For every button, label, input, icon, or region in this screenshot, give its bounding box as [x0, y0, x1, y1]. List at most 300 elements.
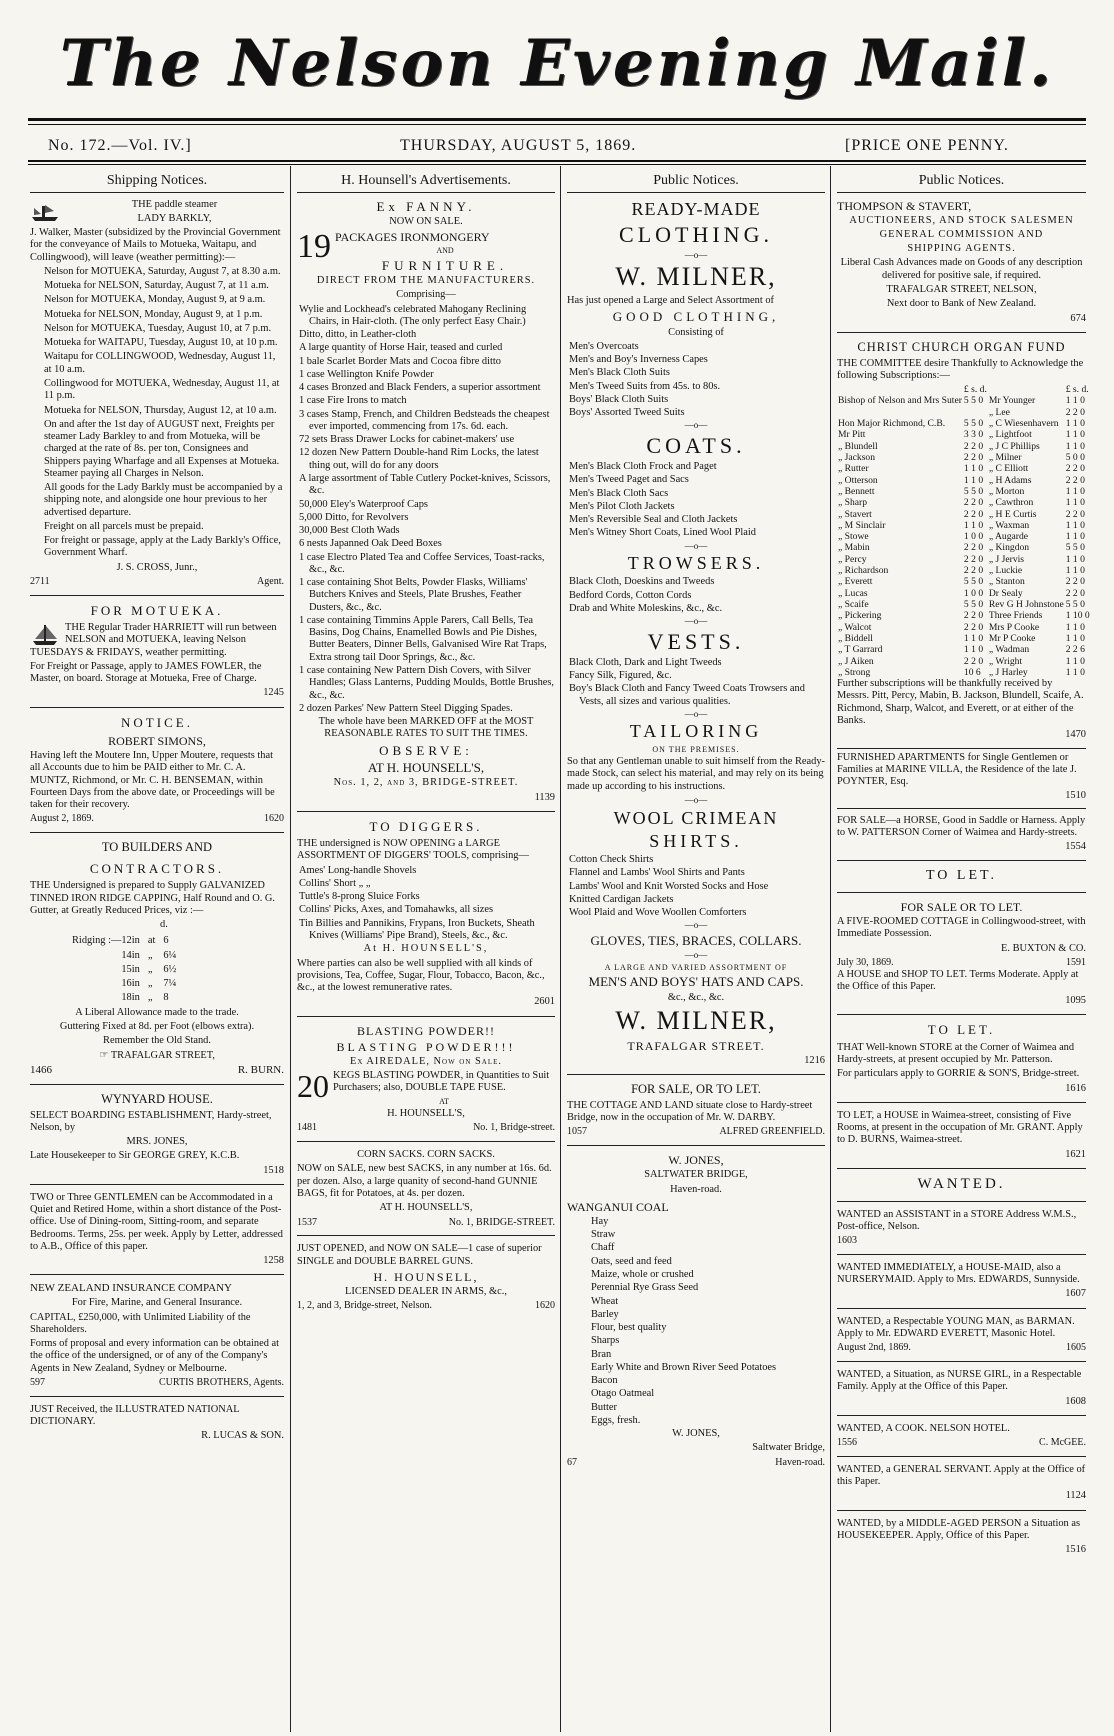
subscription-row	[837, 463, 1091, 474]
subscriber-name	[837, 407, 963, 418]
subscriber-name: Mr Pitt	[838, 429, 866, 441]
vests-list	[567, 657, 825, 708]
list-item: Straw	[591, 1229, 616, 1241]
blasting-body: KEGS BLASTING POWDER, in Quantities to Suit Purchasers; also, DOUBLE TAPE FUSE.	[333, 1070, 550, 1094]
divider	[567, 1074, 825, 1075]
gentlemen-ad	[30, 1192, 284, 1268]
subscriber-name: „ C Elliott	[988, 463, 1029, 475]
subscription-row	[837, 588, 1091, 599]
list-item: A large assortment of Table Cutlery Pocket-knives, Scissors, &c.	[299, 473, 551, 497]
issue-rule-thin	[28, 164, 1086, 165]
organ-heading: CHRIST CHURCH ORGAN FUND	[857, 339, 1066, 354]
ad-ref: 1258	[263, 1255, 284, 1267]
divider	[837, 860, 1086, 861]
notice-body: Having left the Moutere Inn, Upper Moutere, requests that all Accounts due to him be PAID either to Mr. C. A. MUNTZ, Richmond, or Mr. C. H. BENSEMAN, within Fourteen Days from the above date, or Proceedings will be taken for their recovery.	[30, 750, 275, 811]
issue-rule	[28, 160, 1086, 162]
tolet-body: A FIVE-ROOMED COTTAGE in Collingwood-street, with Immediate Possession.	[837, 916, 1086, 940]
subscription-amount: 1 1 0	[1065, 655, 1085, 667]
subscription-amount: 10 6	[963, 666, 981, 678]
on-premises: ON THE PREMISES.	[652, 744, 740, 754]
wynyard-late: Late Housekeeper to Sir GEORGE GREY, K.C.B.	[30, 1150, 240, 1162]
subscriber-name: „ Stavert	[838, 508, 872, 520]
subscription-amount: 1 1 0	[1065, 621, 1085, 633]
list-item: 1 case Wellington Knife Powder	[299, 368, 434, 380]
waimea-body: TO LET, a HOUSE in Waimea-street, consisting of Five Rooms, at present in the occupation of Mr. GRANT. Apply to D. BURNS, Waimea-street.	[837, 1109, 1083, 1146]
tailoring-body: So that any Gentleman unable to suit himself from the Ready-made Stock, can select his material, and may rely on its being made up according to his instructions.	[567, 756, 825, 792]
wanted-ad: WANTED, a Respectable YOUNG MAN, as BARMAN. Apply to Mr. EDWARD EVERETT, Masonic Hotel. August 2nd, 1869. 1605	[837, 1315, 1086, 1354]
subscription-amount: 1 1 0	[963, 519, 984, 531]
list-item: Flannel and Lambs' Wool Shirts and Pants	[569, 867, 745, 879]
subscription-row	[837, 418, 1091, 429]
subscription-amount: 2 2 6	[1065, 644, 1085, 656]
lady-intro: J. Walker, Master (subsidized by the Provincial Government for the conveyance of Mails to Motueka, Waitapu, and Collingwood), will leave (weather permitting):—	[30, 227, 281, 263]
to-let-heading: TO LET.	[925, 868, 998, 884]
wanted-ad: WANTED, a Situation, as NURSE GIRL, in a Respectable Family. Apply at the Office of this Paper. 1608	[837, 1369, 1086, 1407]
builders-heading2: CONTRACTORS.	[89, 861, 225, 877]
subscription-row	[837, 452, 1091, 463]
subscriber-name: Mr P Cooke	[988, 632, 1036, 644]
insurance-ad	[30, 1282, 284, 1388]
direct-line: DIRECT FROM THE MANUFACTURERS.	[316, 275, 536, 287]
subscription-row	[837, 610, 1091, 621]
list-item: Flour, best quality	[591, 1322, 667, 1334]
cottage-body: THE COTTAGE AND LAND situate close to Hardy-street Bridge, now in the occupation of Mr. W. DARBY.	[567, 1099, 813, 1124]
bridge-street: Nos. 1, 2, and 3, BRIDGE-STREET.	[333, 777, 519, 789]
milner-opened: Has just opened a Large and Select Assortment of	[567, 294, 774, 306]
ad-ref: 1139	[534, 791, 555, 803]
diggers-at: At H. HOUNSELL'S,	[363, 943, 489, 955]
list-item: Early White and Brown River Seed Potatoes	[591, 1361, 777, 1373]
subscription-amount: 1 1 0	[963, 474, 984, 486]
guns-ad	[297, 1243, 555, 1312]
subscription-amount: 1 1 0	[1065, 429, 1085, 441]
list-item: A large quantity of Horse Hair, teased and curled	[299, 342, 503, 354]
milner-name: W. MILNER,	[615, 262, 777, 292]
list-item: Bacon	[591, 1375, 618, 1387]
diggers-ad	[297, 819, 555, 1009]
diggers-body: THE undersigned is NOW OPENING a LARGE ASSORTMENT OF DIGGERS' TOOLS, comprising—	[297, 838, 529, 862]
subscription-row	[837, 656, 1091, 667]
divider	[297, 1141, 555, 1142]
divider	[297, 1235, 555, 1236]
waimea-ad	[837, 1110, 1086, 1161]
subscription-amount: 2 2 0	[963, 508, 984, 520]
subscriber-name: „ J Aiken	[838, 655, 874, 667]
etc: &c., &c., &c.	[667, 991, 725, 1003]
divider	[837, 1168, 1086, 1169]
ridging-row: Ridging :—12in at 6	[72, 935, 169, 947]
store-heading: TO LET.	[927, 1022, 996, 1038]
list-item: Men's Pilot Cloth Jackets	[569, 500, 675, 512]
list-item: Tin Billies and Pannikins, Frypans, Iron Buckets, Sheath Knives (Williams' Pipe Brand), Steels, &c., &c.	[299, 917, 535, 941]
list-item: Wheat	[591, 1295, 619, 1307]
subscription-amount: 5 5 0	[1065, 599, 1085, 611]
comprising: Comprising—	[396, 289, 456, 301]
ad-ref: 1245	[263, 687, 284, 699]
notice-name: ROBERT SIMONS,	[108, 734, 206, 748]
guns-body: JUST OPENED, and NOW ON SALE—1 case of superior SINGLE and DOUBLE BARREL GUNS.	[297, 1243, 542, 1267]
clothing-heading: CLOTHING.	[619, 221, 773, 247]
lady-p1: On and after the 1st day of AUGUST next, Freights per steamer Lady Barkley to and from Motueka, will be charged at the rate of 8s. per ton, Consignees and Shippers paying Wharfage and all Expenses at Motueka. Steamer paying all Charges in Nelson.	[44, 418, 280, 479]
subscriber-name: Three Friends	[988, 610, 1043, 622]
subscriber-name: „ Biddell	[838, 632, 873, 644]
ad-ref: 674	[1070, 312, 1086, 324]
column-heading: Shipping Notices.	[30, 170, 284, 193]
subscriber-name: „ Otterson	[838, 474, 878, 486]
furniture-heading: FURNITURE.	[381, 257, 509, 273]
subscriber-name: „ T Garrard	[838, 644, 883, 656]
ridging-row: 16in „ 7¼	[121, 978, 177, 990]
subscriber-name: „ Morton	[988, 485, 1025, 497]
furniture-list	[297, 304, 555, 716]
subscription-amount: 2 2 0	[1065, 474, 1085, 486]
list-item: Maize, whole or crushed	[591, 1269, 694, 1280]
ad-ref: 1620	[535, 1300, 555, 1312]
subscriber-name: „ J C Phillips	[988, 440, 1040, 452]
wanted-ad: WANTED, by a MIDDLE-AGED PERSON a Situation as HOUSEKEEPER. Apply, Office of this Paper. 1516	[837, 1517, 1086, 1556]
jones-sign3: Haven-road.	[775, 1456, 825, 1468]
store-ad	[837, 1022, 1086, 1094]
motueka-ad	[30, 603, 284, 700]
subscriber-name: Dr Sealy	[988, 587, 1023, 599]
ad-ref: 1616	[1065, 1082, 1086, 1094]
wanted-ad: WANTED an ASSISTANT in a STORE Address W.M.S., Post-office, Nelson. 1603	[837, 1208, 1077, 1247]
observe: OBSERVE:	[379, 742, 473, 758]
subscription-amount: 5 5 0	[963, 599, 984, 611]
packages-and: AND	[436, 246, 454, 256]
list-item: 50,000 Eley's Waterproof Caps	[299, 498, 428, 510]
issue-number: No. 172.—Vol. IV.]	[48, 137, 192, 154]
store-body2: For particulars apply to GORRIE & SON'S, Bridge-street.	[837, 1068, 1080, 1080]
subscriber-name: „ Luckie	[988, 565, 1023, 577]
thompson-ad	[837, 199, 1086, 325]
list-item: 1 case containing Timmins Apple Parers, Call Bells, Tea Basins, Dog Chains, Enamelled Bowls and Pie Dishes, Butter Beaters, Dinner Bells, Galvanised Wire Rat Traps, Extra strong tail Door Springs, &c., &c.	[299, 614, 547, 663]
ad-ref: 1057	[567, 1126, 587, 1138]
column-heading: Public Notices.	[837, 170, 1086, 193]
list-item: Boy's Black Cloth and Fancy Tweed Coats Trowsers and Vests, all sizes and various qualities.	[569, 683, 805, 707]
wool-heading: WOOL CRIMEAN	[613, 807, 779, 828]
divider	[30, 1274, 284, 1275]
ad-ref: 1466	[30, 1063, 52, 1076]
issue-price: [PRICE ONE PENNY.	[845, 137, 1009, 154]
diggers-heading: TO DIGGERS.	[369, 818, 483, 834]
wynyard-ad	[30, 1092, 284, 1177]
subscription-amount: 2 2 0	[963, 542, 984, 554]
list-item: Chaff	[591, 1242, 615, 1254]
subscriber-name: „ Wright	[988, 655, 1023, 667]
wynyard-body: SELECT BOARDING ESTABLISHMENT, Hardy-street, Nelson, by	[30, 1109, 272, 1133]
trowsers-heading: TROWSERS.	[627, 553, 765, 574]
hats-heading: MEN'S AND BOYS' HATS AND CAPS.	[588, 974, 804, 990]
subscriber-name: „ Jackson	[838, 451, 876, 463]
sailing: Nelson for MOTUEKA, Monday, August 9, at 9 a.m.	[44, 294, 266, 306]
subscription-amount: 2 2 0	[963, 451, 984, 463]
blasting-airedale: Ex AIREDALE, Now on Sale.	[349, 1055, 503, 1067]
motueka-heading: FOR MOTUEKA.	[90, 602, 224, 618]
pointing-hand-icon: ☞	[99, 1049, 111, 1061]
insurance-name: CURTIS BROTHERS, Agents.	[159, 1377, 284, 1389]
coats-heading: COATS.	[646, 433, 746, 459]
dictionary-ad	[30, 1404, 284, 1443]
simons-notice	[30, 715, 284, 826]
cottage-let-ad	[837, 900, 1086, 969]
subscriber-name: „ J Harley	[988, 666, 1028, 678]
fanny-heading: Ex FANNY.	[376, 198, 476, 214]
ridging-row: 14in „ 6¼	[121, 949, 177, 961]
ad-ref: 67	[567, 1456, 577, 1468]
divider	[297, 1016, 555, 1017]
list-item: Men's Tweed Paget and Sacs	[569, 474, 689, 486]
subscription-amount: 1 10 0	[1065, 610, 1090, 622]
divider	[837, 1102, 1086, 1103]
subscriber-name: „ J Jervis	[988, 553, 1025, 565]
subscription-amount: 1 1 0	[1065, 418, 1085, 430]
column-hounsell	[297, 170, 555, 1730]
thompson-name: THOMPSON & STAVERT,	[837, 198, 972, 213]
subscriber-name: Mrs P Cooke	[988, 621, 1040, 633]
subscription-amount: 1 1 0	[1065, 497, 1085, 509]
dictionary-body: JUST Received, the ILLUSTRATED NATIONAL DICTIONARY.	[30, 1403, 240, 1428]
list-item: Men's Black Cloth Sacs	[569, 487, 669, 499]
list-item: Collins' Short „ „	[299, 877, 371, 889]
subscriber-name: „ Pickering	[838, 610, 882, 622]
tolet-name: E. BUXTON & CO.	[1001, 942, 1086, 954]
subscription-row	[837, 576, 1091, 587]
dictionary-name: R. LUCAS & SON.	[201, 1430, 284, 1442]
divider	[567, 1145, 825, 1146]
ad-ref: 2601	[534, 996, 555, 1008]
subscription-row	[837, 542, 1091, 553]
jones-sign: W. JONES,	[672, 1428, 720, 1440]
wanted-ad: WANTED, A COOK. NELSON HOTEL. 1556 C. McGEE.	[837, 1422, 1086, 1449]
list-item: Bedford Cords, Cotton Cords	[569, 589, 692, 601]
ad-ref: 1620	[264, 813, 284, 825]
subscriber-name: „ H Adams	[988, 474, 1032, 486]
subscription-amount: 1 1 0	[963, 632, 984, 644]
list-item: Men's and Boy's Inverness Capes	[569, 354, 708, 366]
wynyard-heading: WYNYARD HOUSE.	[101, 1091, 213, 1106]
subscription-amount: 1 1 0	[1065, 519, 1085, 531]
subscription-amount: 5 5 0	[963, 395, 984, 407]
coats-list	[567, 461, 825, 540]
horse-ad	[837, 815, 1086, 854]
divider	[297, 811, 555, 812]
list-item: Hay	[591, 1215, 609, 1227]
divider	[837, 332, 1086, 333]
lady-p2: All goods for the Lady Barkly must be accompanied by a shipping note, and alongside one hour previous to her advertised departure.	[44, 482, 283, 518]
subscriber-name: „ Wadman	[988, 644, 1030, 656]
ad-ref: 1554	[1065, 841, 1086, 853]
subscriber-name: „ Walcot	[838, 621, 872, 633]
sacks-ad	[297, 1149, 555, 1228]
ridging-row: 15in „ 6½	[121, 963, 177, 975]
furnished-body: FURNISHED APARTMENTS for Single Gentlemen or Families at MARINE VILLA, the Residence of the late J. POYNTER, Esq.	[837, 751, 1077, 788]
list-item: Bran	[591, 1348, 612, 1360]
divider	[30, 1184, 284, 1185]
list-item: 1 case containing New Pattern Dish Covers, with Silver Handles; Glass Lanterns, Pudding Moulds, Bottle Brushes, &c., &c.	[299, 665, 555, 701]
subscription-row	[837, 622, 1091, 633]
subscriber-name: „ Everett	[838, 576, 873, 588]
list-item: 30,000 Best Cloth Wads	[299, 525, 400, 537]
gentlemen-body: TWO or Three GENTLEMEN can be Accommodated in a Quiet and Retired Home, within a short distance of the Post-office. Use of Dining-room, Sitting-room, and separate Bedrooms. Terms, 25s. per week. Apply by Letter, addressed to A.B., Office of this paper.	[30, 1191, 283, 1252]
jones-place: SALTWATER BRIDGE,	[644, 1169, 748, 1181]
organ-further: Further subscriptions will be thankfully received by Messrs. Pitt, Percy, Mabin, B. Jackson, Blundell, Scaife, A. Richmond, Sharp, Walcot, and Everett, or at either of the Banks.	[837, 678, 1084, 726]
jones-ad	[567, 1153, 825, 1468]
column-public-notices-2	[837, 170, 1090, 1730]
sailing: Waitapu for COLLINGWOOD, Wednesday, August 11, at 10 a.m.	[44, 351, 276, 375]
list-item: Lambs' Wool and Knit Worsted Socks and Hose	[569, 880, 769, 892]
subscription-row	[837, 395, 1091, 406]
blasting-name: H. HOUNSELL'S,	[387, 1108, 465, 1120]
subscription-amount: 5 5 0	[963, 418, 984, 430]
list-item: Barley	[591, 1308, 619, 1320]
builders-allow: A Liberal Allowance made to the trade.	[75, 1006, 239, 1018]
subscriber-name: „ Rutter	[838, 463, 869, 475]
divider	[837, 1456, 1086, 1457]
notice-date: August 2, 1869.	[30, 813, 94, 825]
list-item: Black Cloth, Doeskins and Tweeds	[569, 576, 715, 588]
subscriber-name: „ Percy	[838, 553, 867, 565]
sailing: Motueka for WAITAPU, Tuesday, August 10, at 10 p.m.	[44, 337, 278, 349]
ridging-table	[70, 933, 178, 1006]
column-heading: Public Notices.	[567, 170, 825, 193]
lady-role: Agent.	[257, 575, 284, 587]
ad-ref: 1621	[1065, 1148, 1086, 1160]
builders-ad	[30, 840, 284, 1077]
subscription-amount: 2 2 0	[963, 497, 984, 509]
subscription-row	[837, 554, 1091, 565]
wool-list	[567, 854, 825, 919]
subscriber-name: „ Strong	[838, 666, 871, 678]
list-item: Knitted Cardigan Jackets	[569, 893, 674, 905]
column-public-notices: Public Notices. READY-MADE CLOTHING. —o— W. MILNER, Has just opened a Large and Select Assortment of GOOD CLOTHING, Consisting of Men's Overcoats Men's and Boy's Inverness Capes Men's Black Cloth Suits Men's Tweed Suits from 45s. to 80s. Boys' Black Cloth Suits Boys' Assorted Tweed Suits —o— COATS. Men's Black Cloth Frock and Paget Men's Tweed Paget and Sacs Men's Black Cloth Sacs Men's Pilot Cloth Jackets Men's Reversible Seal and Cloth Jackets Men's Witney Short Coats, Lined Wool Plaid —o— TROWSERS. Black Cloth, Doeskins and Tweeds Bedford Cords, Cotton Cords Drab and White Moleskins, &c., &c. —o— VESTS. Black Cloth, Dark and Light Tweeds Fancy Silk, Figured, &c. Boy's Black Cloth and Fancy Tweed Coats Trowsers and Vests, all sizes and various qualities. —o— TAILORING ON THE PREMISES. So that any Gentleman unable to suit himself from the Ready-made Stock, can select his material, and may rely on its being made up according to his instructions. —o— WOOL CRIMEAN SHIRTS. Cotton Check Shirts Flannel and Lambs' Wool Shirts and Pants Lambs' Wool and Knit Worsted Socks and Hose Knitted Cardigan Jackets Wool Plaid and Wove Woollen Comforters —o— GLOVES, TIES, BRACES, COLLARS. —o— A LARGE AND VARIED ASSORTMENT OF MEN'S AND BOYS' HATS AND CAPS. &c., &c., &c. W. MILNER, TRAFALGAR STREET. 1216 FOR SALE, OR TO LET. THE COTTAGE AND LAND situate close to Hardy-street Bridge, now in the occupation of Mr. W. DARBY. 1057 ALFRED GREENFIELD. W. JONES, SALTWATER BRIDGE, Haven-road. WANGANUI COAL Hay Straw Chaff Oats, seed and feed Maize, whole or crushed Perennial Rye Grass Seed Wheat Barley Flour, best quality Sharps Bran Early White and Brown River Seed Potatoes Bacon Otago Oatmeal Butter Eggs, fresh. W. JONES, Saltwater Bridge, 67 Haven-road.	[567, 170, 825, 1730]
list-item: Tuttle's 8-prong Sluice Forks	[299, 891, 420, 903]
subscription-row	[837, 441, 1091, 452]
subscriber-name: „ Scaife	[838, 599, 869, 611]
cottage-ad	[567, 1082, 825, 1138]
ad-ref: 1537	[297, 1216, 317, 1228]
list-item: 4 cases Bronzed and Black Fenders, a superior assortment	[299, 382, 541, 394]
blasting-ad	[297, 1024, 555, 1135]
masthead-rule-thin	[28, 124, 1086, 125]
tolet-date: July 30, 1869.	[837, 956, 894, 968]
insurance-title: NEW ZEALAND INSURANCE COMPANY	[30, 1282, 232, 1295]
lady-p3: Freight on all parcels must be prepaid.	[44, 520, 204, 532]
builders-body: THE Undersigned is prepared to Supply GALVANIZED TINNED IRON RIDGE CAPPING, Half Round and O. G. Gutter, at Greatly Reduced Prices, viz :—	[30, 880, 276, 916]
lady-p4: For freight or passage, apply at the Lady Barkly's Office, Government Wharf.	[44, 535, 281, 559]
subscriber-name: „ Lee	[988, 406, 1010, 418]
subscriber-name: „ Milner	[988, 451, 1022, 463]
subscription-amount: 2 2 0	[1065, 463, 1085, 475]
subscription-row	[837, 531, 1091, 542]
list-item: Wool Plaid and Wove Woollen Comforters	[569, 907, 747, 919]
subscription-amount: 1 1 0	[1065, 440, 1085, 452]
packages-label: PACKAGES IRONMONGERY	[335, 230, 490, 245]
jones-name: W. JONES,	[668, 1153, 724, 1168]
subscription-amount: 5 5 0	[963, 485, 984, 497]
column-shipping	[30, 170, 284, 1730]
thompson-street: TRAFALGAR STREET, NELSON,	[886, 284, 1037, 295]
builders-gutter: Guttering Fixed at 8d. per Foot (elbows extra).	[59, 1021, 255, 1033]
insurance-sub: For Fire, Marine, and General Insurance.	[71, 1297, 243, 1309]
subscriber-name: Rev G H Johnstone	[988, 599, 1064, 611]
subscription-row	[837, 509, 1091, 520]
list-item: Fancy Silk, Figured, &c.	[569, 670, 672, 682]
list-item: 1 case Fire Irons to match	[299, 395, 407, 407]
motueka-body: THE Regular Trader HARRIETT will run between NELSON and MOTUEKA, leaving Nelson TUESDAYS & FRIDAYS, weather permitting.	[30, 622, 277, 658]
milner-name-2: W. MILNER,	[615, 1005, 777, 1035]
sailing: Collingwood for MOTUEKA, Wednesday, August 11, at 11 p.m.	[44, 377, 280, 402]
list-item: Eggs, fresh.	[591, 1414, 641, 1426]
vests-heading: VESTS.	[647, 628, 745, 654]
subscriber-name: „ Sharp	[838, 497, 868, 509]
builders-heading: TO BUILDERS AND	[101, 840, 213, 855]
list-item: Boys' Black Cloth Suits	[569, 393, 669, 405]
divider	[30, 1084, 284, 1085]
subscription-amount: 1 1 0	[1065, 666, 1085, 678]
insurance-capital: CAPITAL, £250,000, with Unlimited Liability of the Shareholders.	[30, 1311, 251, 1335]
divider	[837, 1415, 1086, 1416]
list-item: Butter	[591, 1401, 617, 1413]
divider	[30, 832, 284, 833]
subscription-amount: 3 3 0	[963, 429, 984, 441]
organ-body: THE COMMITTEE desire Thankfully to Acknowledge the following Subscriptions:—	[837, 357, 1084, 381]
wanted-ad: WANTED, a GENERAL SERVANT. Apply at the Office of this Paper. 1124	[837, 1463, 1086, 1502]
list-item: 2 dozen Parkes' New Pattern Steel Digging Spades.	[299, 702, 513, 714]
subscriptions-table	[837, 384, 1091, 678]
subscription-amount: 2 2 0	[963, 655, 984, 667]
divider	[837, 1308, 1086, 1309]
subscription-row	[837, 633, 1091, 644]
list-item: Perennial Rye Grass Seed	[591, 1282, 699, 1294]
list-item: 5,000 Ditto, for Revolvers	[299, 511, 409, 523]
divider	[30, 707, 284, 708]
subscriber-name: Mr Younger	[988, 395, 1036, 407]
jones-road: Haven-road.	[670, 1183, 722, 1195]
subscriber-name: „ Stowe	[838, 531, 869, 543]
sacks-body: NOW on SALE, new best SACKS, in any number at 16s. 6d. per dozen. Also, a large quanity of second-hand GUNNIE BAGS, fit for Potatoes, at 4s. per dozen.	[297, 1163, 552, 1199]
sailing: Motueka for NELSON, Monday, August 9, at 1 p.m.	[44, 308, 263, 320]
list-item: Men's Black Cloth Frock and Paget	[569, 461, 717, 472]
list-item: 72 sets Brass Drawer Locks for cabinet-makers' use	[299, 434, 515, 446]
divider	[30, 595, 284, 596]
subscription-amount: 2 2 0	[963, 440, 984, 452]
subscriber-name: „ Kingdon	[988, 542, 1030, 554]
column-heading: H. Hounsell's Advertisements.	[297, 170, 555, 193]
trafalgar-street: TRAFALGAR STREET.	[627, 1038, 765, 1053]
subscription-row	[837, 407, 1091, 418]
good-clothing: GOOD CLOTHING,	[612, 309, 780, 325]
thompson-body: Liberal Cash Advances made on Goods of any description delivered for positive sale, if required.	[840, 257, 1083, 281]
blasting-h1: BLASTING POWDER!!	[357, 1023, 495, 1038]
ad-ref: 1510	[1065, 790, 1086, 802]
thompson-role2: GENERAL COMMISSION AND	[879, 228, 1044, 240]
subscription-amount: 5 0 0	[1065, 451, 1085, 463]
list-item: Oats, seed and feed	[591, 1255, 672, 1267]
trowsers-list	[567, 576, 825, 615]
at-hounsell: AT H. HOUNSELL'S,	[367, 759, 485, 775]
shirts-heading: SHIRTS.	[649, 830, 743, 851]
blasting-addr: No. 1, Bridge-street.	[473, 1122, 555, 1134]
ad-ref: 1481	[297, 1122, 317, 1134]
subscription-amount: 1 1 0	[963, 644, 984, 656]
divider	[30, 1396, 284, 1397]
list-item: 3 cases Stamp, French, and Children Bedsteads the cheapest ever imported, commencing from 17s. 6d. each.	[299, 408, 550, 432]
subscription-amount: 2 2 0	[1065, 508, 1085, 520]
list-item: Men's Tweed Suits from 45s. to 80s.	[569, 380, 721, 392]
diggers-list	[297, 865, 555, 943]
guns-dealer: LICENSED DEALER IN ARMS, &c.,	[345, 1285, 507, 1297]
